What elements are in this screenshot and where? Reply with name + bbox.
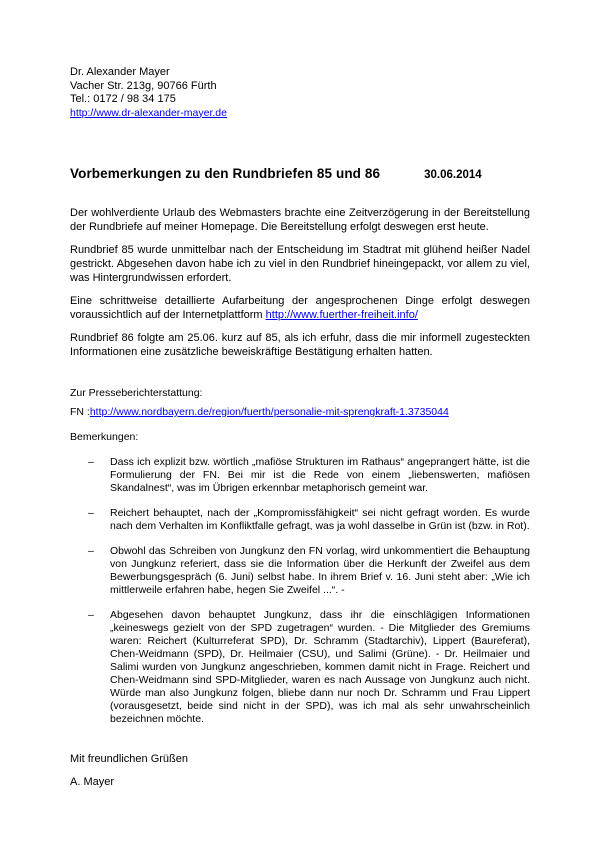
paragraph-1: Der wohlverdiente Urlaub des Webmasters brachte eine Zeitverzögerung in der Bereitstellung der Rundbriefe auf meiner Homepage. Die Bereitstellung erfolgt deswegen erst heute. [70, 207, 530, 233]
paragraph-4: Rundbrief 86 folgte am 25.06. kurz auf 85, als ich erfuhr, dass die mir informell zugesteckten Informationen eine zusätzliche beweiskräftige Bestätigung erhalten hatten. [70, 332, 530, 358]
list-item [70, 507, 530, 533]
bullet-list [70, 456, 530, 726]
letterhead [70, 66, 530, 120]
list-item [70, 609, 530, 726]
bullet-text: Dass ich explizit bzw. wörtlich „mafiöse Strukturen im Rathaus“ angeprangert hätte, ist die Formulierung der FN. Bei mir ist die Rede von einem „liebenswerten, mafiösen Skandalnest“, was im Übrigen erkennbar metaphorisch gemeint war. [110, 456, 530, 494]
closing-salutation: Mit freundlichen Grüßen [70, 753, 188, 765]
paragraph-2: Rundbrief 85 wurde unmittelbar nach der Entscheidung im Stadtrat mit glühend heißer Nadel gestrickt. Abgesehen davon habe ich zu viel in den Rundbrief hineingepackt, vor allem zu viel, was Hintergrundwissen erfordert. [70, 244, 530, 284]
sender-phone: Tel.: 0172 / 98 34 175 [70, 93, 176, 105]
nordbayern-article-link[interactable]: http://www.nordbayern.de/region/fuerth/personalie-mit-sprengkraft-1.3735044 [89, 406, 449, 418]
list-item [70, 545, 530, 597]
paragraph-3-text: Eine schrittweise detaillierte Aufarbeitung der angesprochenen Dinge erfolgt deswegen voraussichtlich auf der Internetplattform [70, 295, 530, 321]
bullet-dash: – [88, 507, 94, 519]
document-title: Vorbemerkungen zu den Rundbriefen 85 und 86 [70, 166, 381, 181]
fuerther-freiheit-link[interactable]: http://www.fuerther-freiheit.info/ [265, 309, 418, 321]
title-row [70, 166, 530, 181]
list-item [70, 456, 530, 495]
bullet-dash: – [88, 545, 94, 557]
remarks-heading: Bemerkungen: [70, 431, 139, 443]
bullet-text: Obwohl das Schreiben von Jungkunz den FN vorlag, wird unkommentiert die Behauptung von Jungkunz referiert, dass sie die Information über die Herkunft der Zweifel aus dem Bewerbungsgespräch (6. Juni) selbst habe. In ihrem Brief v. 16. Juni steht aber: „Wie ich mittlerweile erfahren habe, hegen Sie Zweifel ...“. - [110, 545, 530, 596]
fn-label: FN : [70, 406, 90, 418]
bullet-dash: – [88, 456, 94, 468]
document-date: 30.06.2014 [424, 169, 482, 181]
bullet-text: Abgesehen davon behauptet Jungkunz, dass ihr die einschlägigen Informationen „keineswegs gezielt von der SPD zugetragen“ wurden. - Die Mitglieder des Gremiums waren: Reichert (Kulturreferat SPD), Dr. Schramm (Stadtarchiv), Lippert (Baureferat), Chen-Weidmann (SPD), Dr. Heilmaier (CSU), und Salimi (Grüne). - Dr. Heilmaier und Salimi wurden von Jungkunz angeschrieben, kommen damit nicht in Frage. Reichert und Chen-Weidmann sind SPD-Mitglieder, waren es nach Aussage von Jungkunz auch nicht. Würde man also Jungkunz folgen, bliebe dann nur noch Dr. Schramm und Frau Lippert (vorausgesetzt, beide sind nicht in der SPD), was ich mal als sehr unwahrscheinlich bezeichnen möchte. [110, 609, 530, 725]
press-section-heading: Zur Presseberichterstattung: [70, 387, 203, 399]
bullet-text: Reichert behauptet, nach der „Kompromissfähigkeit“ sei nicht gefragt worden. Es wurde nach dem Verhalten im Konfliktfalle gefragt, was ja wohl dasselbe in Grün ist (bzw. in Rot). [110, 507, 530, 532]
press-reference-line [70, 406, 530, 418]
bullet-dash: – [88, 609, 94, 621]
sender-name: Dr. Alexander Mayer [70, 66, 170, 78]
paragraph-3 [70, 294, 530, 322]
sender-address: Vacher Str. 213g, 90766 Fürth [70, 79, 217, 92]
signature: A. Mayer [70, 776, 115, 788]
sender-website-link[interactable]: http://www.dr-alexander-mayer.de [70, 106, 227, 119]
